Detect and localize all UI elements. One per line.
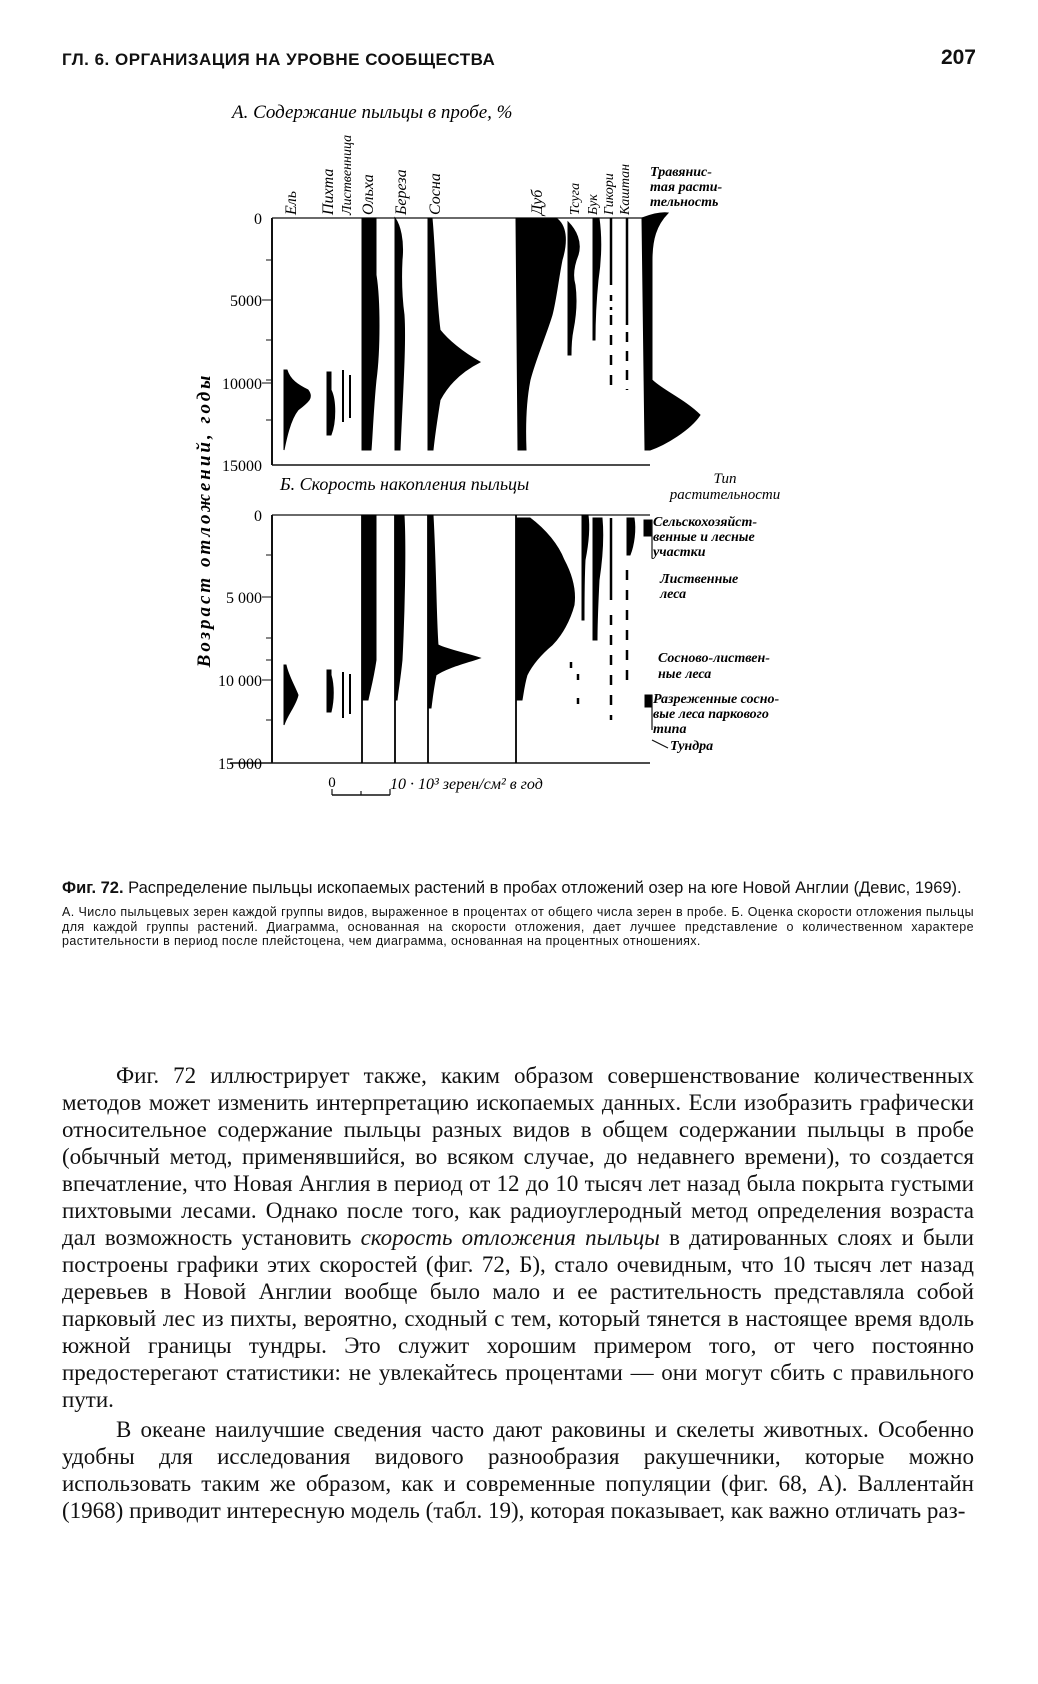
veg-mixed-line-1: Сосново-листвен- <box>658 651 770 666</box>
figure-caption <box>62 878 974 949</box>
scale-label: 10 · 10³ зерен/см² в год <box>390 776 543 793</box>
curve-a-herbs <box>642 213 700 450</box>
veg-parkland-line-1: Разреженные сосно- <box>653 692 780 707</box>
taxon-label-larch: Лиственница <box>340 134 355 215</box>
caption-note: А. Число пыльцевых зерен каждой группы видов, выраженное в процентах от общего числа зерен в пробе. Б. Оценка скорости отложения пыльцы для каждой группы растений. Диаграмма, основанная на скорости отложения, дает лучшее представление о количественном характере растительности в период после плейстоцена, чем диаграмма, основанная на процентных отношениях. <box>62 905 974 948</box>
y-tick-b-10000: 10 000 <box>218 673 262 690</box>
y-tick-b-0: 0 <box>254 508 262 525</box>
panel-a-curves <box>284 213 700 450</box>
curve-b-chestnut <box>627 518 635 555</box>
page-number: 207 <box>940 46 976 69</box>
curve-a-spruce <box>284 370 310 450</box>
veg-type-title-1: Тип <box>713 471 737 487</box>
body-text <box>62 1062 974 1524</box>
curve-a-larch <box>343 370 350 422</box>
page-header <box>62 46 976 80</box>
panel-b-frame <box>230 515 650 763</box>
veg-deciduous-line-2: леса <box>660 587 687 602</box>
curve-b-herbs-low <box>645 695 652 707</box>
veg-tundra: Тундра <box>670 739 714 754</box>
curve-b-oak <box>516 518 575 700</box>
panel-a-frame <box>262 218 650 465</box>
y-tick-a-0: 0 <box>254 211 262 228</box>
veg-parkland-line-2: вые леса паркового <box>653 707 769 722</box>
pollen-figure <box>190 100 940 860</box>
curve-b-fragments <box>571 662 578 704</box>
scale-bar <box>328 775 543 795</box>
panel-a-title: А. Содержание пыльцы в пробе, % <box>232 102 513 123</box>
y-tick-a-5000: 5000 <box>230 293 262 310</box>
herb-label-line-1: Травянис- <box>650 165 712 180</box>
veg-mixed-line-2: ные леса <box>658 667 712 682</box>
veg-agri-line-1: Сельскохозяйст- <box>653 515 758 530</box>
curve-a-birch <box>395 218 405 450</box>
curve-b-baselines <box>362 515 516 763</box>
taxon-label-beech: Бук <box>586 194 601 215</box>
curve-a-beech <box>593 218 601 340</box>
paragraph-1 <box>62 1062 974 1413</box>
taxon-label-chestnut: Каштан <box>618 163 633 215</box>
herb-label-line-3: тельность <box>650 195 719 210</box>
running-head: ГЛ. 6. ОРГАНИЗАЦИЯ НА УРОВНЕ СООБЩЕСТВА <box>62 50 496 69</box>
curve-b-herbs <box>644 520 652 536</box>
taxa-labels <box>283 135 633 217</box>
veg-type-title-2: растительности <box>669 487 781 503</box>
veg-agri-line-3: участки <box>653 545 706 560</box>
pollen-diagram <box>190 100 940 860</box>
y-tick-b-15000: 15 000 <box>218 756 262 773</box>
herb-label-line-2: тая расти- <box>650 180 723 195</box>
caption-main <box>62 878 974 899</box>
herb-label <box>650 165 722 210</box>
veg-parkland-line-3: типа <box>653 722 687 737</box>
veg-type-labels <box>651 515 780 754</box>
curve-a-hemlock <box>568 222 579 355</box>
taxon-label-hickory: Гикори <box>602 173 617 215</box>
curve-a-fir <box>327 372 335 435</box>
curve-b-spruce <box>284 665 298 725</box>
curve-b-hemlock <box>582 515 589 620</box>
taxon-label-spruce: Ель <box>283 190 300 215</box>
paragraph-1-emphasis: скорость отложения пыльцы <box>360 1225 660 1250</box>
curve-b-pine <box>428 515 480 708</box>
y-tick-a-15000: 15000 <box>222 458 262 475</box>
paragraph-1-part-a: Фиг. 72 иллюстрирует также, каким образом совершенствование количественных методов может изменить интерпретацию ископаемых данных. Если изобразить графически относительное содержание пыльцы разных видов в общем содержании пыльцы в пробе (обычный метод, применявшийся, во всяком случае, до недавнего времени), то создается впечатление, что Новая Англия в период от 12 до 10 тысяч лет назад была покрыта густыми пихтовыми лесами. Однако после того, как радиоуглеродный метод определения возраста дал возможность установить <box>62 1063 974 1250</box>
caption-fig-label: Фиг. 72. <box>62 879 124 897</box>
panel-b-title: Б. Скорость накопления пыльцы <box>280 474 530 494</box>
paragraph-2: В океане наилучшие сведения часто дают раковины и скелеты животных. Особенно удобны для исследования видового разнообразия ракушечники, которые можно использовать таким же образом, как и современные популяции (фиг. 68, А). Валлентайн (1968) приводит интересную модель (табл. 19), которая показывает, как важно отличать раз- <box>62 1417 974 1523</box>
y-tick-a-10000: 10000 <box>222 376 262 393</box>
taxon-label-fir: Пихта <box>320 168 337 215</box>
curve-b-larch <box>343 672 350 718</box>
taxon-label-hemlock: Тсуга <box>568 182 583 215</box>
paragraph-1-part-b: в датированных слоях и были построены графики этих скоростей (фиг. 72, Б), стало очевидным, что 10 тысяч лет назад деревьев в Новой Англии вообще было мало и ее растительность представляла собой парковый лес из пихты, вероятно, сходный с тем, который тянется в настоящее время вдоль южной границы тундры. Это служит хорошим примером того, от чего постоянно предостерегают статистики: не увлекайтесь процентами — они могут сбить с правильного пути. <box>62 1225 974 1412</box>
y-tick-b-5000: 5 000 <box>226 590 262 607</box>
curve-b-beech <box>593 518 603 640</box>
veg-agri-line-2: венные и лесные <box>653 530 755 545</box>
panel-a-y-ticks <box>222 211 262 475</box>
curve-a-alder <box>362 218 379 450</box>
y-axis-label: Возраст отложений, годы <box>194 372 215 668</box>
taxon-label-oak: Дуб <box>529 189 546 215</box>
scale-zero: 0 <box>328 775 336 791</box>
curve-a-oak <box>516 218 565 450</box>
curve-a-pine <box>428 218 480 450</box>
curve-b-alder <box>362 515 376 700</box>
panel-b-curves <box>284 515 652 763</box>
veg-deciduous-line-1: Лиственные <box>660 572 739 587</box>
taxon-label-pine: Сосна <box>427 173 444 215</box>
caption-main-text: Распределение пыльцы ископаемых растений в пробах отложений озер на юге Новой Англии (Девис, 1969). <box>128 879 962 897</box>
curve-b-fir <box>327 670 333 712</box>
taxon-label-alder: Ольха <box>360 174 377 215</box>
panel-b-y-ticks <box>218 508 262 773</box>
curve-b-birch <box>395 515 405 700</box>
taxon-label-birch: Береза <box>393 169 410 215</box>
